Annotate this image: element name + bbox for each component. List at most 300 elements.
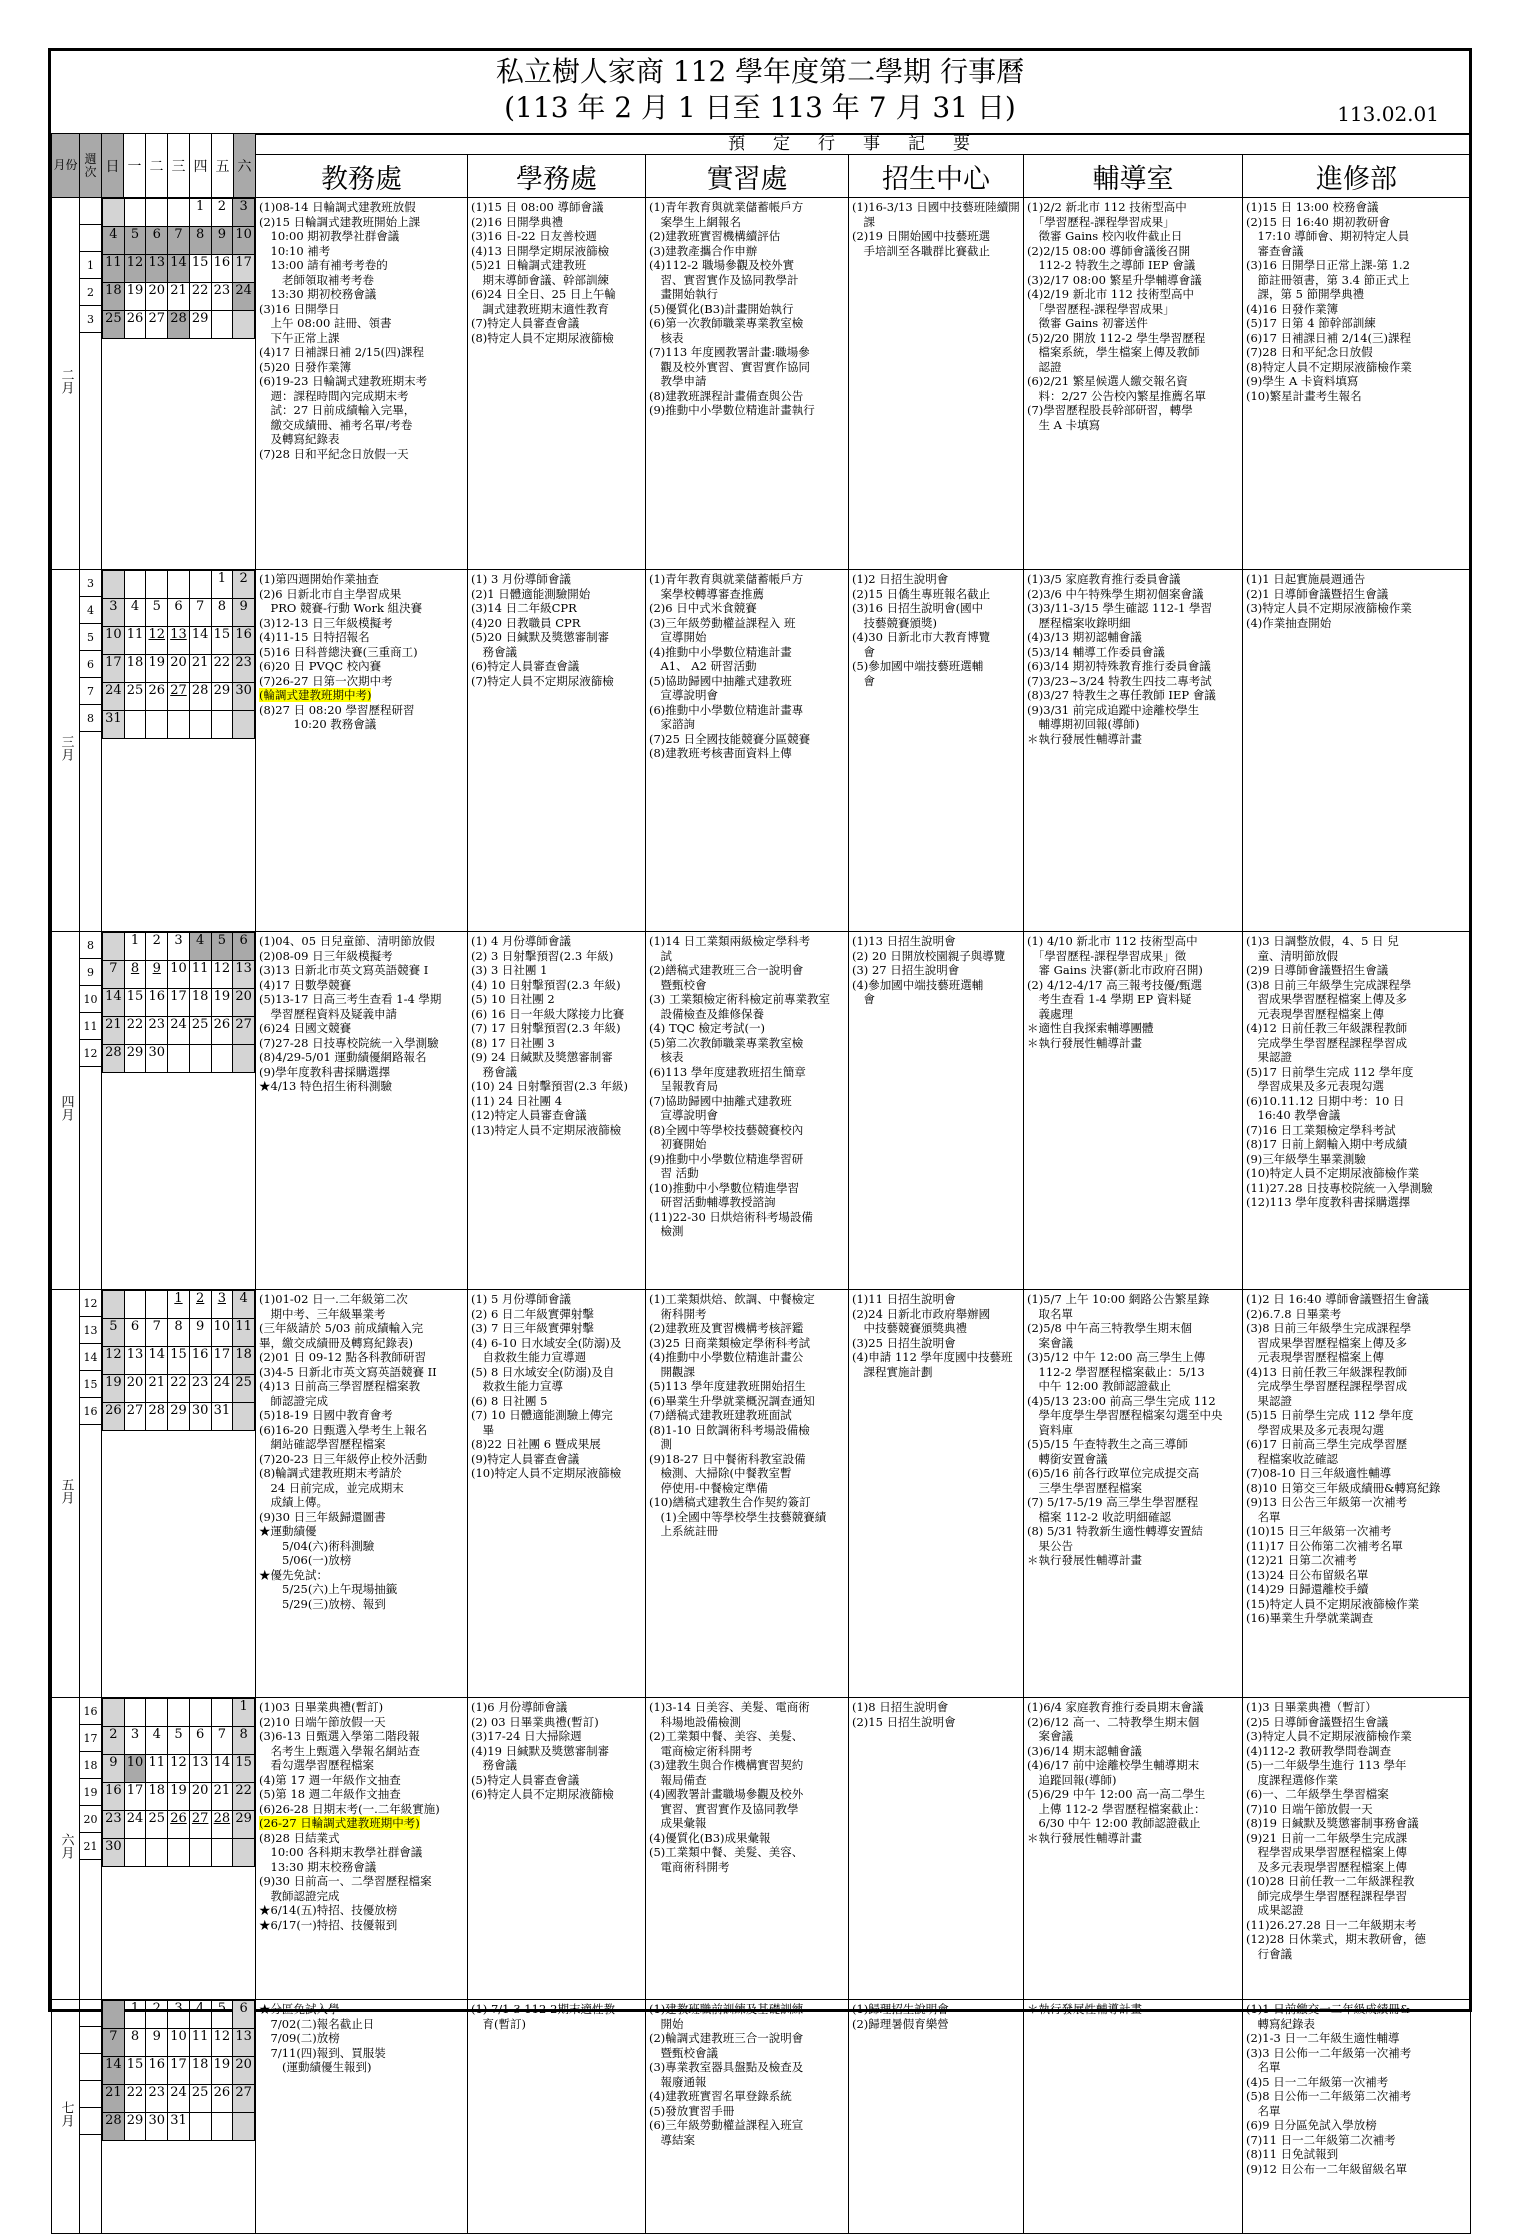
day-cell: 9 [146,961,168,989]
day-cell: 26 [146,683,168,711]
week-row [103,989,255,1017]
month-row [52,2000,1471,2234]
event-line: 案會議 [1027,1335,1073,1350]
day-cell: 7 [211,1727,233,1755]
event-line: (9)學生 A 卡資料填寫 [1246,374,1359,388]
day-cell: 3 [233,199,255,227]
day-cell: 27 [233,2085,255,2113]
event-line: (8)10 日第交三年級成績冊&轉寫紀錄 [1246,1480,1441,1495]
day-cell: 8 [189,227,211,255]
event-line: (7)繕稿式建教班建教班面試 [649,1408,792,1422]
event-line: (1) 4/10 新北市 112 技術型高中 [1027,934,1198,948]
day-cell [124,711,146,739]
day-cell: 2 [103,1727,125,1755]
event-line: (10)特定人員不定期尿液篩檢作業 [1246,1166,1420,1180]
event-line: 畢 [471,1422,494,1437]
weekday-header-wed: 三 [168,134,190,198]
event-line: (4)國教署計畫職場參觀及校外 [649,1787,804,1801]
day-cell [103,199,125,227]
event-line: 元表現學習歷程檔案上傳 [1246,1006,1384,1021]
day-cell: 17 [168,2057,190,2085]
event-line: 13:00 請有補考考卷的 [259,258,388,272]
event-line: (1)13 日招生說明會 [852,934,956,948]
day-cell: 28 [146,1403,168,1431]
event-line: 7/11(四)報到、買服裝 [259,2045,386,2060]
week-row [103,933,255,961]
week-number: 8 [80,932,101,959]
event-line: 核表 [649,330,684,345]
day-cell: 11 [103,255,125,283]
event-line: (7)3/23~3/24 特教生四技二專考試 [1027,673,1212,688]
event-line: 24 日前完成，並完成期末 [259,1480,404,1495]
day-cell: 5 [124,227,146,255]
day-cell [103,1291,125,1319]
event-line: (6)24 日國文競賽 [259,1021,352,1035]
event-line: (4)3/13 期初認輔會議 [1027,630,1142,644]
event-line: 義處理 [1027,1006,1073,1021]
day-cell: 26 [168,1811,190,1839]
day-cell: 13 [189,1755,211,1783]
day-cell: 1 [233,1699,255,1727]
month-row [52,932,1471,1290]
day-cell: 22 [211,655,233,683]
event-line: 檔案 112-2 收訖明細確認 [1027,1509,1171,1524]
event-line: (4)112-2 教研教學問卷調查 [1246,1743,1392,1758]
events-extension [1243,570,1471,932]
event-line: (1)04、05 日兒童節、清明節放假 [259,934,435,948]
event-line: ＊執行發展性輔導計畫 [1027,1035,1142,1050]
day-cell: 12 [211,961,233,989]
event-line: 看勾選學習歷程檔案 [259,1758,374,1772]
dept-header-extension: 進修部 [1243,155,1471,198]
event-line: (6)16-20 日甄選入學考生上報名 [259,1422,428,1437]
event-line: 暨甄校會 [649,977,707,992]
event-line: (11)26.27.28 日一二年級期末考 [1246,1917,1417,1932]
week-numbers [80,2000,102,2234]
events-practice [646,932,849,1290]
day-cell: 14 [211,1755,233,1783]
day-cell: 1 [124,2001,146,2029]
week-number [80,2000,101,2027]
day-cell: 27 [189,1811,211,1839]
event-line: (2)15 日 16:40 期初教研會 [1246,214,1391,229]
event-line: (1)建教班職前訓練及基礎訓練 [649,2002,804,2016]
event-line: (11)17 日公佈第二次補考名單 [1246,1538,1403,1553]
event-line: 觀及校外實習、實習實作協同 [649,359,810,374]
event-line: (9)特定人員審查會議 [471,1451,580,1466]
day-cell: 26 [211,1017,233,1045]
event-line: (3)5/12 中午 12:00 高三學生上傳 [1027,1350,1206,1364]
event-line: (6)特定人員不定期尿液篩檢 [471,1787,614,1801]
event-line: 畢，繳交成績冊及轉寫紀錄表) [259,1335,413,1350]
event-line: 及多元表現學習歷程檔案上傳 [1246,1859,1407,1874]
event-line: (1) 7/1-3 112-2期末適性教 [471,2002,615,2016]
event-line: (9)3/31 前完成追蹤中途離校學生 [1027,702,1200,717]
week-row [103,1403,255,1431]
day-cell: 18 [124,655,146,683]
event-line: (4)16 日發作業簿 [1246,301,1339,316]
day-cell: 24 [211,1375,233,1403]
week-numbers [80,1698,102,2000]
event-line: 手培訓至各職群比賽截止 [852,243,990,258]
event-line: (4)2/19 新北市 112 技術型高中 [1027,287,1195,301]
events-practice [646,198,849,570]
day-cell [124,199,146,227]
event-line: (10)推動中小學數位精進學習 [649,1180,800,1195]
events-counseling [1024,932,1243,1290]
event-line: (1)歸理招生說明會 [852,2002,949,2016]
event-line: 徵審 Gains 校內收件截止日 [1027,229,1183,243]
event-line: (5)優質化(B3)計畫開始執行 [649,301,794,316]
week-number: 6 [80,651,101,678]
event-line: (10) 24 日射擊預習(2.3 年級) [471,1079,628,1093]
event-line: (5)21 日輪調式建教班 [471,258,587,272]
day-cell: 21 [211,1783,233,1811]
day-cell: 24 [168,1017,190,1045]
event-line: 追蹤回報(導師) [1027,1772,1117,1787]
day-cell: 8 [211,599,233,627]
day-cell: 29 [233,1811,255,1839]
day-cell: 25 [124,683,146,711]
event-line: (4)17 日數學競賽 [259,977,352,992]
day-cell: 10 [168,2029,190,2057]
day-cell: 9 [146,2029,168,2057]
event-line: 上午 08:00 註冊、領書 [259,316,392,330]
event-line: 16:40 教學會議 [1246,1108,1341,1122]
day-cell [124,1699,146,1727]
event-line: (1)1 日起實施晨週通告 [1246,572,1366,586]
event-line: 10:20 教務會議 [259,717,377,731]
event-line: (4)優質化(B3)成果彙報 [649,1830,771,1845]
day-cell: 13 [233,961,255,989]
event-line: (4)參加國中端技藝班選輔 [852,977,984,992]
event-line: (6)17 日補課日補 2/14(三)課程 [1246,330,1412,345]
event-line: 10:10 補考 [259,243,331,258]
event-line: (6)畢業生升學就業概況調查通知 [649,1393,815,1408]
event-line: (2)6.7.8 日畢業考 [1246,1306,1342,1321]
day-cell: 3 [211,1291,233,1319]
events-extension [1243,1698,1471,2000]
events-academic [256,1290,468,1698]
event-line: (2)輪調式建教班三合一說明會 [649,2031,804,2045]
event-line: (6)推動中小學數位精進計畫專 [649,702,804,717]
event-line: 5/29(三)放榜、報到 [259,1596,386,1611]
day-cell: 25 [103,311,125,339]
week-number [80,2081,101,2108]
week-row [103,711,255,739]
week-number: 8 [80,705,101,732]
day-cell: 20 [233,989,255,1017]
event-line: (12)28 日休業式，期末教研會，德 [1246,1932,1426,1946]
day-cell: 3 [168,933,190,961]
day-cell: 2 [146,2001,168,2029]
events-academic [256,1698,468,2000]
event-line: (2)5 日導師會議暨招生會議 [1246,1714,1389,1729]
day-cell: 23 [146,2085,168,2113]
event-line: (7) 17 日射擊預習(2.3 年級) [471,1021,621,1035]
day-cell [233,711,255,739]
event-line: (7) 5/17-5/19 高三學生學習歷程 [1027,1495,1199,1509]
event-line: (3)16 日開學日正常上課-第 1.2 [1246,258,1410,272]
page-subtitle: (113 年 2 月 1 日至 113 年 7 月 31 日) [504,91,1016,124]
day-cell [124,571,146,599]
day-cell [233,2113,255,2141]
event-line: 期中考、三年級畢業考 [259,1306,386,1321]
day-cell [146,1291,168,1319]
event-line: (5)2/20 開放 112-2 學生學習歷程 [1027,330,1206,345]
event-line: 5/06(一)放榜 [259,1553,352,1567]
event-line: (3)25 日招生說明會 [852,1335,956,1350]
day-cell: 15 [168,1347,190,1375]
events-practice [646,1290,849,1698]
day-cell: 6 [233,933,255,961]
event-line: (6)17 日前高三學生完成學習歷 [1246,1437,1408,1451]
day-cell: 5 [103,1319,125,1347]
day-grid [102,198,256,570]
week-numbers [80,932,102,1290]
day-cell: 11 [124,627,146,655]
event-line: 試 [649,948,672,963]
event-line: (1)3/5 家庭教育推行委員會議 [1027,572,1181,586]
event-line: 檔案系統，學生檔案上傳及教師 [1027,345,1200,359]
day-cell: 4 [189,933,211,961]
event-line: 繳交成績冊、補考名單/考卷 [259,417,413,432]
day-cell: 26 [124,311,146,339]
event-line: (12)特定人員審查會議 [471,1108,587,1122]
event-line: (10)特定人員不定期尿液篩檢 [471,1466,622,1480]
event-line: (3)專業教室器具盤點及檢查及 [649,2060,804,2074]
event-line: (9) 24 日緘默及獎懲審制審 [471,1050,613,1064]
day-grid-table [102,2000,255,2141]
event-line: (3)16 日開學日 [259,301,340,316]
day-cell: 20 [189,1783,211,1811]
events-academic [256,2000,468,2234]
event-line: (2)2/15 08:00 導師會議後召開 [1027,243,1191,258]
day-cell: 6 [189,1727,211,1755]
day-cell: 29 [124,2113,146,2141]
day-grid-table [102,570,255,739]
event-line: 研習活動輔導教授諮詢 [649,1195,776,1209]
event-line: 案學生上網報名 [649,214,741,229]
day-cell: 14 [103,989,125,1017]
event-line: (7)08-10 日三年級適性輔導 [1246,1466,1392,1480]
event-line: (10)15 日三年級第一次補考 [1246,1524,1392,1538]
events-practice [646,570,849,932]
week-row [103,2057,255,2085]
week-number: 4 [80,597,101,624]
event-line: (4)6/17 前中途離校學生輔導期末 [1027,1758,1200,1772]
event-line: (5)20 日緘默及獎懲審制審 [471,630,610,644]
event-line [259,1816,464,1831]
event-line: 輔導期初回報(導師) [1027,717,1140,731]
week-row [103,571,255,599]
week-number [80,2054,101,2081]
event-line: 歷程檔案收錄明細 [1027,615,1131,630]
event-line: (2)1-3 日一二年級生適性輔導 [1246,2031,1400,2045]
day-cell: 11 [189,2029,211,2057]
event-line: (3)12-13 日三年級模擬考 [259,615,393,630]
event-line: 成績上傳。 [259,1495,328,1509]
day-cell: 31 [211,1403,233,1431]
day-cell: 23 [189,1375,211,1403]
event-line: PRO 競賽-行動 Work 組決賽 [259,601,423,615]
day-cell: 30 [233,683,255,711]
day-cell: 29 [189,311,211,339]
day-cell: 14 [168,255,190,283]
week-row [103,2001,255,2029]
event-line: 審查會議 [1246,243,1304,258]
event-line: (8)建教班考核書面資料上傳 [649,746,792,760]
day-cell: 30 [146,2113,168,2141]
event-line: 節註冊領書，第 3.4 節正式上 [1246,272,1410,287]
day-cell: 17 [124,1783,146,1811]
day-cell [103,933,125,961]
day-cell: 1 [189,199,211,227]
week-number: 13 [80,1317,101,1344]
day-cell: 17 [103,655,125,683]
events-extension [1243,1290,1471,1698]
day-cell: 13 [146,255,168,283]
event-line: 程學習成果學習歷程檔案上傳 [1246,1845,1407,1859]
day-cell: 22 [189,283,211,311]
week-number: 12 [80,1040,101,1067]
day-cell: 5 [211,2001,233,2029]
event-line: (5)17 日第 4 節幹部訓練 [1246,316,1376,330]
event-line: 習、實習實作及協同教學計 [649,272,799,287]
day-grid-table [102,1290,255,1431]
day-cell: 2 [189,1291,211,1319]
day-cell: 5 [168,1727,190,1755]
event-line: 宣導開始 [649,630,707,644]
event-line: (7)25 日全國技能競賽分區競賽 [649,731,811,746]
week-row [103,1727,255,1755]
event-line: ★優先免試： [259,1567,328,1582]
event-line: 教學申請 [649,374,707,388]
event-line: (7)學習歷程股長幹部研習，轉學 [1027,403,1193,417]
month-name: 五月 [58,1478,74,1504]
event-line: (4)12 日前任教三年級課程教師 [1246,1021,1408,1035]
event-line: (3)6/14 期末認輔會議 [1027,1743,1142,1758]
event-line: (3)2/17 08:00 繁星升學輔導會議 [1027,272,1202,287]
event-line: (2) 03 日畢業典禮(暫訂) [471,1714,599,1729]
day-cell [124,1839,146,1867]
event-line: (3) 7 日三年級實彈射擊 [471,1321,594,1335]
day-cell: 19 [211,989,233,1017]
day-cell: 19 [168,1783,190,1811]
event-line: (10)28 日前任教一二年級課程教 [1246,1874,1415,1888]
day-cell: 8 [233,1727,255,1755]
event-line: 習 活動 [649,1166,699,1180]
week-number: 12 [80,1290,101,1317]
day-cell: 20 [146,283,168,311]
event-line: (2) 3 日射擊預習(2.3 年級) [471,948,614,963]
day-cell: 24 [124,1811,146,1839]
event-line: (6)113 學年度建教班招生簡章 [649,1064,806,1079]
day-cell [211,2113,233,2141]
event-line: 電商檢定術科開考 [649,1743,753,1758]
event-line: 課程實施計劃 [852,1364,933,1379]
event-line: (8)1-10 日飲調術科考場設備檢 [649,1422,810,1437]
week-row [103,2029,255,2057]
event-line: (8)3/27 特教生之專任教師 IEP 會議 [1027,688,1216,702]
day-cell: 19 [211,2057,233,2085]
weekday-header-thu: 四 [190,134,212,198]
event-line: 週：課程時間內完成期末考 [259,388,409,403]
day-cell: 15 [124,989,146,1017]
event-line: (1)15 日 13:00 校務會議 [1246,200,1379,214]
day-cell: 27 [168,683,190,711]
event-line: 名單 [1246,1509,1281,1524]
event-line: (三年級請於 5/03 前成績輸入完 [259,1321,424,1335]
event-line: (1)11 日招生說明會 [852,1292,956,1306]
event-line: 果認證 [1246,1393,1292,1408]
day-cell: 24 [233,283,255,311]
day-cell: 15 [211,627,233,655]
event-line: ★4/13 特色招生術科測驗 [259,1079,392,1093]
week-row [103,1017,255,1045]
event-line: 5/04(六)術科測驗 [259,1538,375,1553]
event-line: (1)16-3/13 日國中技藝班陸續開 [852,200,1020,214]
event-line: 7/02(二)報名截止日 [259,2016,375,2031]
event-line: ★6/17(一)特招、技優報到 [259,1917,398,1932]
event-line: (1)01-02 日一.二年級第二次 [259,1292,408,1306]
day-cell: 17 [168,989,190,1017]
event-line: 呈報教育局 [649,1079,718,1093]
event-line: (4)申請 112 學年度國中技藝班 [852,1350,1013,1364]
event-line: 程檔案收訖確認 [1246,1451,1338,1466]
event-line: (14)29 日歸還離校手續 [1246,1582,1369,1596]
event-line: (4)19 日緘默及獎懲審制審 [471,1743,610,1758]
event-line: (7)28 日和平紀念日放假一天 [259,446,409,461]
event-line: (8)28 日結業式 [259,1830,340,1845]
event-line: ＊執行發展性輔導計畫 [1027,1830,1142,1845]
day-cell: 10 [103,627,125,655]
event-line: (13)特定人員不定期尿液篩檢 [471,1122,622,1137]
event-line: (8)19 日緘默及獎懲審制事務會議 [1246,1816,1419,1830]
event-line: (5)第二次教師職業專業教室檢 [649,1035,804,1050]
event-line: (7)特定人員審查會議 [471,316,580,330]
day-cell: 16 [146,2057,168,2085]
events-student [468,1698,646,2000]
day-cell: 25 [233,1375,255,1403]
day-cell: 30 [146,1045,168,1073]
events-practice [646,2000,849,2234]
day-cell: 23 [233,655,255,683]
day-cell: 13 [233,2029,255,2057]
month-label [52,2000,80,2234]
event-line: 上傳 112-2 學習歷程檔案截止： [1027,1801,1206,1816]
day-cell [146,199,168,227]
event-line: 會 [852,673,875,688]
event-line: 習成果學習歷程檔案上傳及多 [1246,992,1407,1006]
event-line: 課 [852,214,875,229]
event-line: (1)2 日 16:40 導師會議暨招生會議 [1246,1292,1429,1306]
month-label [52,198,80,570]
day-cell [168,1699,190,1727]
event-line: (3)建教生與合作機構實習契約 [649,1758,804,1772]
event-line: 老師領取補考考卷 [259,272,374,287]
event-line: (1)8 日招生說明會 [852,1700,949,1714]
event-line: 果公告 [1027,1538,1073,1553]
event-line: (2)歸理暑假育樂營 [852,2016,949,2031]
day-cell [103,2001,125,2029]
event-line: (9)12 日公布一二年級留級名單 [1246,2161,1408,2176]
week-number: 9 [80,959,101,986]
day-grid-table [102,932,255,1073]
event-line: (4) 6-10 日水域安全(防溺)及 [471,1335,622,1350]
event-line: 會 [852,644,875,659]
event-line: (8)11 日免試報到 [1246,2147,1339,2161]
